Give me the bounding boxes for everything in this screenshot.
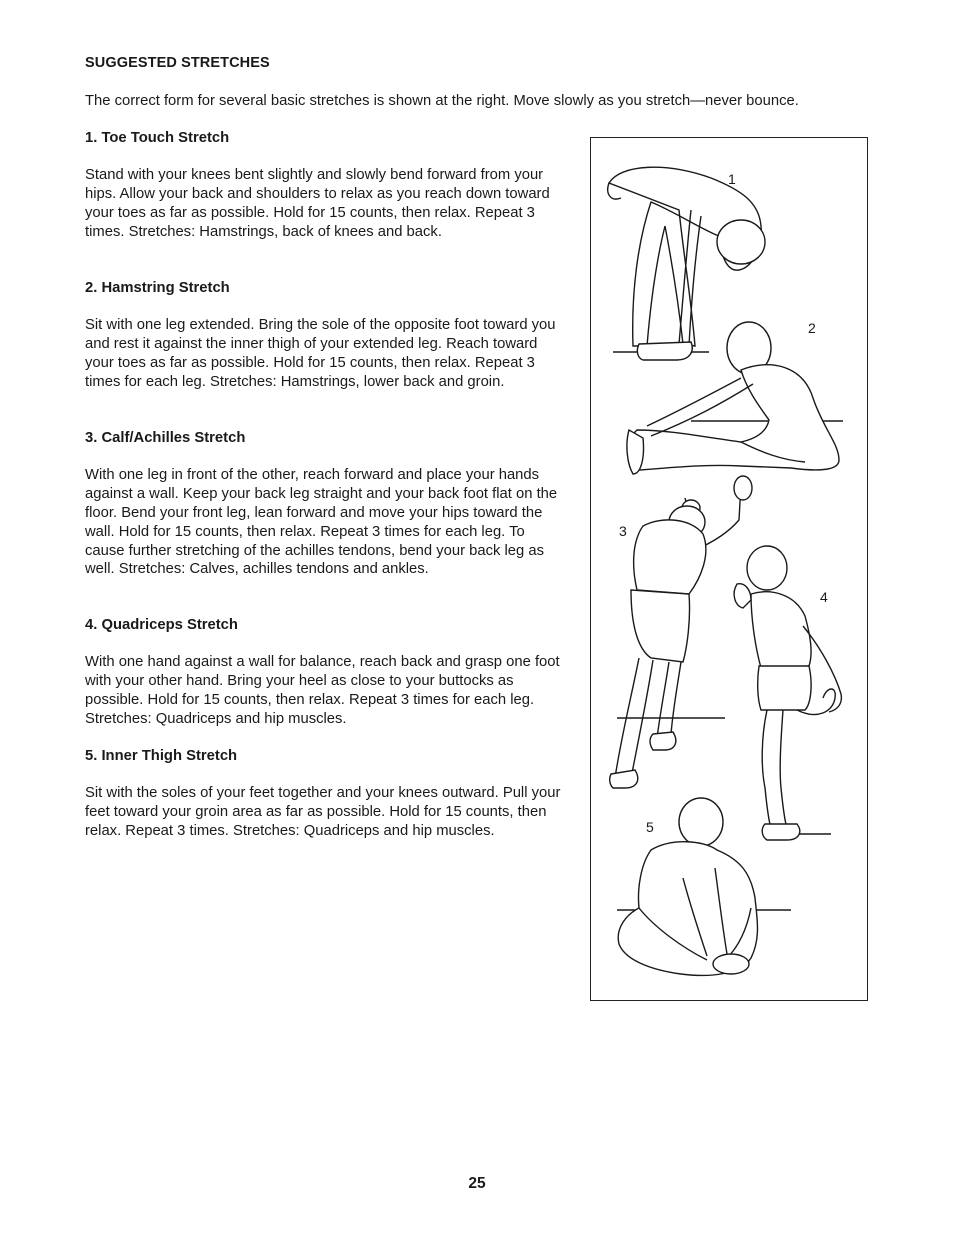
stretch-description: Stand with your knees bent slightly and slowly bend forward from your hips. Allow your back and shoulders to relax as you reach down toward your toes as far as possible. Hold for 15 counts, then relax. Repeat 3 times. Stretches: Hamstrings, back of knees and back.: [85, 167, 550, 240]
toe-touch-feet: [637, 342, 692, 360]
calf-hand: [734, 476, 752, 500]
stretch-section-toe-touch: [85, 129, 565, 242]
stretch-section-calf-achilles: [85, 429, 565, 579]
figure-label-5: 5: [646, 819, 654, 835]
hamstring-arms: [647, 378, 753, 436]
inner-thigh-head: [679, 798, 723, 846]
figure-label-2: 2: [808, 320, 816, 336]
hamstring-body: [630, 365, 839, 470]
stretches-illustration: [591, 138, 869, 1002]
page-heading: SUGGESTED STRETCHES: [85, 55, 270, 71]
stretch-title: 4. Quadriceps Stretch: [85, 617, 238, 633]
page-number: 25: [468, 1175, 486, 1192]
stretch-title: 1. Toe Touch Stretch: [85, 130, 230, 146]
calf-back-foot: [610, 770, 638, 788]
stretch-description: With one leg in front of the other, reach forward and place your hands against a wall. Keep your back leg straight and your back foot flat on the floor. Bend your front leg, lean forward and move your hips toward the wall. Hold for 15 counts, then relax. Repeat 3 times for each leg. To cause further stretching of the achilles tendons, bend your back leg as well. Stretches: Calves, achilles tendons and ankles.: [85, 467, 558, 578]
stretch-title: 3. Calf/Achilles Stretch: [85, 430, 246, 446]
figure-label-3: 3: [619, 523, 627, 539]
stretch-title: 2. Hamstring Stretch: [85, 280, 230, 296]
quad-foot: [762, 824, 800, 840]
calf-achilles-figure: [610, 476, 752, 788]
hamstring-foot: [627, 430, 644, 474]
stretch-section-inner-thigh: [85, 747, 565, 841]
calf-shorts: [631, 590, 690, 662]
quad-shorts: [758, 666, 811, 710]
quad-torso: [751, 592, 811, 668]
intro-paragraph: The correct form for several basic stretches is shown at the right. Move slowly as you stretch—never bounce.: [85, 93, 799, 109]
figure-label-1: 1: [728, 171, 736, 187]
stretch-section-hamstring: [85, 279, 565, 392]
calf-front-foot: [650, 732, 676, 750]
stretch-section-quadriceps: [85, 616, 565, 729]
figure-label-4: 4: [820, 589, 828, 605]
inner-thigh-feet: [713, 954, 749, 974]
stretch-description: With one hand against a wall for balance, reach back and grasp one foot with your other hand. Bring your heel as close to your buttocks as possible. Hold for 15 counts, then relax. Repeat 3 times for each leg. Stretches: Quadriceps and hip muscles.: [85, 654, 560, 727]
stretch-title: 5. Inner Thigh Stretch: [85, 748, 238, 764]
quad-hand: [734, 584, 751, 608]
toe-touch-head: [717, 220, 765, 264]
stretch-description: Sit with one leg extended. Bring the sole of the opposite foot toward you and rest it against the inner thigh of your extended leg. Reach toward your toes as far as possible. Hold for 15 counts, then relax. Repeat 3 times for each leg. Stretches: Hamstrings, lower back and groin.: [85, 317, 556, 390]
calf-torso: [634, 520, 706, 594]
quad-standing-leg: [762, 710, 787, 828]
stretch-description: Sit with the soles of your feet together and your knees outward. Pull your feet toward your groin area as far as possible. Hold for 15 counts, then relax. Repeat 3 times. Stretches: Quadriceps and hip muscles.: [85, 785, 561, 839]
stretches-illustration-panel: [590, 137, 868, 1001]
quad-head: [747, 546, 787, 590]
